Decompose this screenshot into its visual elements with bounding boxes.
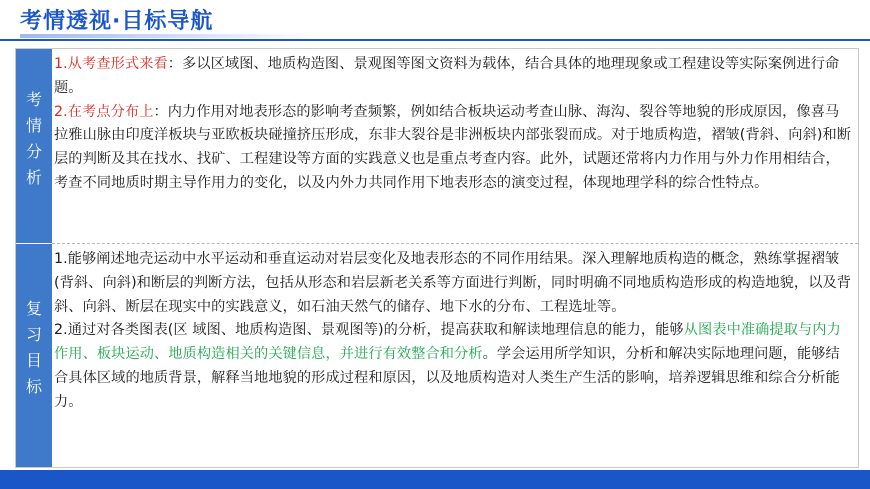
objectives-label-char: 复 bbox=[25, 299, 42, 318]
analysis-p2-highlight: 在考点分布上 bbox=[67, 103, 154, 120]
analysis-p1-text: ：多以区域图、地质构造图、景观图等图文资料为载体，结合具体的地理现象或工程建设等实际案例进行命题。 bbox=[54, 56, 840, 96]
objectives-paragraph-1: 1.能够阐述地壳运动中水平运动和垂直运动对岩层变化及地表形态的不同作用结果。深入理解地质构造的概念，熟练掌握褶皱(背斜、向斜)和断层的判断方法，包括从形态和岩层新老关系等方面进行判断，同时明确不同地质构造形成的构造地貌，以及背斜、向斜、断层在现实中的实践意义，如石油天然气的储存、地下水的分布、工程选址等。 bbox=[54, 251, 852, 315]
analysis-side-label bbox=[16, 49, 52, 243]
objectives-p2-text-start: 2.通过对各类图表(区 域图、地质构造图、景观图等)的分析，提高获取和解读地理信息的能力，能够 bbox=[54, 322, 684, 339]
analysis-label-char: 分 bbox=[25, 142, 42, 161]
header bbox=[0, 0, 870, 38]
objectives-label-char: 习 bbox=[25, 325, 42, 344]
objectives-label-char: 标 bbox=[25, 377, 42, 396]
page-title: 考情透视·目标导航 bbox=[20, 9, 214, 34]
objectives-label-char: 目 bbox=[25, 351, 42, 370]
objectives-side-label bbox=[16, 244, 52, 467]
content-table bbox=[15, 48, 859, 468]
analysis-label-char: 析 bbox=[25, 168, 42, 187]
analysis-p2-text: ：内力作用对地表形态的影响考查频繁，例如结合板块运动考查山脉、海沟、裂谷等地貌的形成原因，像喜马拉雅山脉由印度洋板块与亚欧板块碰撞挤压形成，东非大裂谷是非洲板块内部张裂而成。对于地质构造，褶皱(背斜、向斜)和断层的判断及其在找水、找矿、工程建设等方面的实践意义也是重点考查内容。此外，试题还常将内力作用与外力作用相结合，考查不同地质时期主导作用力的变化，以及内外力共同作用下地表形态的演变过程，体现地理学科的综合性特点。 bbox=[54, 103, 852, 191]
objectives-p2-highlight: 从图表中准确提取与内力作用、板块运动、地质构造相关的关键信息，并进行有效整合和分析 bbox=[54, 322, 841, 363]
analysis-label-char: 情 bbox=[25, 116, 42, 135]
objectives-p2-text-end: 。学会运用所学知识，分析和解决实际地理问题，能够结合具体区域的地质背景，解释当地地貌的形成过程和原因，以及地质构造对人类生产生活的影响，培养逻辑思维和综合分析能力。 bbox=[54, 346, 840, 410]
footer-bar bbox=[0, 470, 870, 489]
analysis-p2-num: 2. bbox=[54, 103, 68, 120]
analysis-paragraph-1 bbox=[54, 53, 852, 101]
row-divider bbox=[52, 243, 858, 244]
objectives-content bbox=[54, 248, 852, 415]
analysis-content bbox=[54, 53, 852, 196]
title-accent-fade bbox=[20, 34, 320, 38]
header-underline bbox=[0, 39, 870, 41]
objectives-paragraph-2 bbox=[54, 319, 852, 414]
analysis-label-char: 考 bbox=[25, 90, 42, 109]
analysis-p1-num: 1. bbox=[54, 56, 68, 72]
analysis-p1-highlight: 从考查形式来看 bbox=[67, 56, 168, 72]
analysis-paragraph-2 bbox=[54, 101, 852, 196]
